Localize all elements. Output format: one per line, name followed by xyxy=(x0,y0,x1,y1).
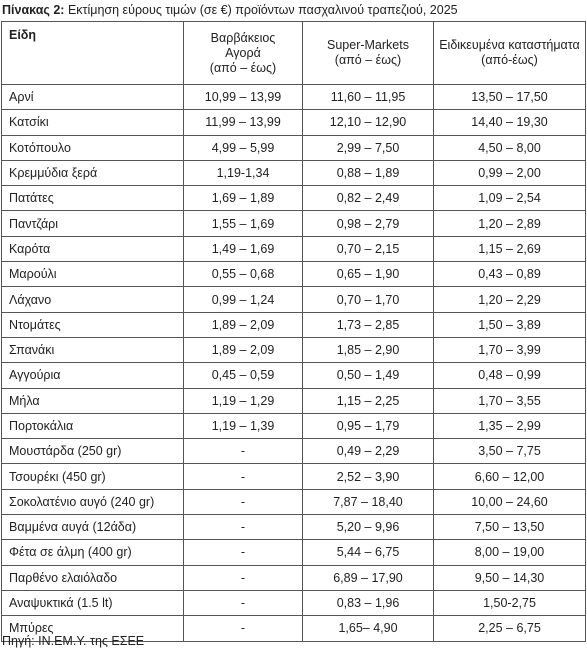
table-row xyxy=(2,85,586,110)
varvakeios-price-cell: 1,49 – 1,69 xyxy=(184,236,303,261)
supermarket-price-cell: 0,65 – 1,90 xyxy=(303,262,434,287)
table-row xyxy=(2,236,586,261)
varvakeios-price-cell: - xyxy=(184,540,303,565)
product-cell: Κατσίκι xyxy=(2,110,184,135)
varvakeios-price-cell: - xyxy=(184,565,303,590)
product-cell: Μουστάρδα (250 gr) xyxy=(2,439,184,464)
product-cell: Παρθένο ελαιόλαδο xyxy=(2,565,184,590)
product-cell: Πατάτες xyxy=(2,186,184,211)
header-super-line1: Super-Markets xyxy=(327,38,409,52)
table-row xyxy=(2,186,586,211)
product-cell: Κρεμμύδια ξερά xyxy=(2,160,184,185)
supermarket-price-cell: 0,88 – 1,89 xyxy=(303,160,434,185)
product-cell: Σπανάκι xyxy=(2,337,184,362)
product-cell: Μαρούλι xyxy=(2,262,184,287)
varvakeios-price-cell: 1,19 – 1,29 xyxy=(184,388,303,413)
specialty-price-cell: 3,50 – 7,75 xyxy=(434,439,586,464)
specialty-price-cell: 1,70 – 3,55 xyxy=(434,388,586,413)
table-body xyxy=(2,85,586,642)
supermarket-price-cell: 0,82 – 2,49 xyxy=(303,186,434,211)
specialty-price-cell: 0,43 – 0,89 xyxy=(434,262,586,287)
table-row xyxy=(2,413,586,438)
header-varvakeios-market xyxy=(184,22,303,85)
product-cell: Σοκολατένιο αυγό (240 gr) xyxy=(2,489,184,514)
specialty-price-cell: 9,50 – 14,30 xyxy=(434,565,586,590)
table-row xyxy=(2,565,586,590)
header-special-line1: Ειδικευμένα καταστήματα xyxy=(439,38,580,52)
table-row xyxy=(2,135,586,160)
specialty-price-cell: 10,00 – 24,60 xyxy=(434,489,586,514)
supermarket-price-cell: 5,44 – 6,75 xyxy=(303,540,434,565)
supermarket-price-cell: 1,15 – 2,25 xyxy=(303,388,434,413)
varvakeios-price-cell: 1,55 – 1,69 xyxy=(184,211,303,236)
supermarket-price-cell: 1,73 – 2,85 xyxy=(303,312,434,337)
product-cell: Βαμμένα αυγά (12άδα) xyxy=(2,515,184,540)
table-caption xyxy=(2,2,458,18)
supermarket-price-cell: 7,87 – 18,40 xyxy=(303,489,434,514)
product-cell: Μπύρες xyxy=(2,616,184,641)
specialty-price-cell: 13,50 – 17,50 xyxy=(434,85,586,110)
table-row xyxy=(2,464,586,489)
caption-label: Πίνακας 2: xyxy=(2,3,65,17)
specialty-price-cell: 0,99 – 2,00 xyxy=(434,160,586,185)
table-row xyxy=(2,262,586,287)
varvakeios-price-cell: - xyxy=(184,616,303,641)
specialty-price-cell: 1,15 – 2,69 xyxy=(434,236,586,261)
specialty-price-cell: 4,50 – 8,00 xyxy=(434,135,586,160)
supermarket-price-cell: 0,95 – 1,79 xyxy=(303,413,434,438)
product-cell: Αναψυκτικά (1.5 lt) xyxy=(2,590,184,615)
supermarket-price-cell: 1,85 – 2,90 xyxy=(303,337,434,362)
specialty-price-cell: 1,70 – 3,99 xyxy=(434,337,586,362)
varvakeios-price-cell: - xyxy=(184,464,303,489)
supermarket-price-cell: 11,60 – 11,95 xyxy=(303,85,434,110)
varvakeios-price-cell: 1,89 – 2,09 xyxy=(184,312,303,337)
header-special-line2: (από-έως) xyxy=(481,53,538,67)
specialty-price-cell: 6,60 – 12,00 xyxy=(434,464,586,489)
header-market-line1: Βαρβάκειος xyxy=(210,30,276,45)
product-cell: Ντομάτες xyxy=(2,312,184,337)
table-row xyxy=(2,489,586,514)
header-product: Είδη xyxy=(2,22,184,85)
table-row xyxy=(2,540,586,565)
supermarket-price-cell: 2,52 – 3,90 xyxy=(303,464,434,489)
table-row xyxy=(2,439,586,464)
table-row xyxy=(2,363,586,388)
supermarket-price-cell: 6,89 – 17,90 xyxy=(303,565,434,590)
specialty-price-cell: 1,20 – 2,29 xyxy=(434,287,586,312)
specialty-price-cell: 14,40 – 19,30 xyxy=(434,110,586,135)
specialty-price-cell: 8,00 – 19,00 xyxy=(434,540,586,565)
supermarket-price-cell: 0,49 – 2,29 xyxy=(303,439,434,464)
varvakeios-price-cell: - xyxy=(184,515,303,540)
varvakeios-price-cell: - xyxy=(184,439,303,464)
product-cell: Τσουρέκι (450 gr) xyxy=(2,464,184,489)
table-row xyxy=(2,110,586,135)
specialty-price-cell: 1,35 – 2,99 xyxy=(434,413,586,438)
varvakeios-price-cell: 4,99 – 5,99 xyxy=(184,135,303,160)
table-row xyxy=(2,160,586,185)
product-cell: Αρνί xyxy=(2,85,184,110)
header-market-line3: (από – έως) xyxy=(209,60,277,75)
header-market-line2: Αγορά xyxy=(225,45,261,60)
product-cell: Αγγούρια xyxy=(2,363,184,388)
varvakeios-price-cell: 0,55 – 0,68 xyxy=(184,262,303,287)
table-header xyxy=(2,22,586,85)
specialty-price-cell: 1,09 – 2,54 xyxy=(434,186,586,211)
header-super-markets xyxy=(303,22,434,85)
header-row xyxy=(2,22,586,85)
varvakeios-price-cell: 0,99 – 1,24 xyxy=(184,287,303,312)
table-row xyxy=(2,287,586,312)
specialty-price-cell: 1,20 – 2,89 xyxy=(434,211,586,236)
supermarket-price-cell: 1,65– 4,90 xyxy=(303,616,434,641)
supermarket-price-cell: 5,20 – 9,96 xyxy=(303,515,434,540)
supermarket-price-cell: 2,99 – 7,50 xyxy=(303,135,434,160)
varvakeios-price-cell: 1,19 – 1,39 xyxy=(184,413,303,438)
product-cell: Λάχανο xyxy=(2,287,184,312)
supermarket-price-cell: 12,10 – 12,90 xyxy=(303,110,434,135)
varvakeios-price-cell: 10,99 – 13,99 xyxy=(184,85,303,110)
price-table xyxy=(1,21,586,642)
specialty-price-cell: 2,25 – 6,75 xyxy=(434,616,586,641)
source-note: Πηγή: ΙΝ.ΕΜ.Υ. της ΕΣΕΕ xyxy=(2,634,145,648)
table-row xyxy=(2,515,586,540)
varvakeios-price-cell: - xyxy=(184,489,303,514)
header-specialty-stores xyxy=(434,22,586,85)
table-row xyxy=(2,388,586,413)
varvakeios-price-cell: 1,69 – 1,89 xyxy=(184,186,303,211)
product-cell: Παντζάρι xyxy=(2,211,184,236)
supermarket-price-cell: 0,83 – 1,96 xyxy=(303,590,434,615)
header-super-line2: (από – έως) xyxy=(334,53,402,67)
table-row xyxy=(2,337,586,362)
table-row xyxy=(2,211,586,236)
supermarket-price-cell: 0,70 – 2,15 xyxy=(303,236,434,261)
table-row xyxy=(2,312,586,337)
varvakeios-price-cell: 11,99 – 13,99 xyxy=(184,110,303,135)
varvakeios-price-cell: 0,45 – 0,59 xyxy=(184,363,303,388)
supermarket-price-cell: 0,70 – 1,70 xyxy=(303,287,434,312)
product-cell: Πορτοκάλια xyxy=(2,413,184,438)
specialty-price-cell: 0,48 – 0,99 xyxy=(434,363,586,388)
table-row xyxy=(2,590,586,615)
product-cell: Κοτόπουλο xyxy=(2,135,184,160)
varvakeios-price-cell: 1,19-1,34 xyxy=(184,160,303,185)
varvakeios-price-cell: 1,89 – 2,09 xyxy=(184,337,303,362)
specialty-price-cell: 1,50-2,75 xyxy=(434,590,586,615)
caption-text: Εκτίμηση εύρους τιμών (σε €) προϊόντων πασχαλινού τραπεζιού, 2025 xyxy=(64,3,458,17)
product-cell: Μήλα xyxy=(2,388,184,413)
specialty-price-cell: 1,50 – 3,89 xyxy=(434,312,586,337)
product-cell: Καρότα xyxy=(2,236,184,261)
supermarket-price-cell: 0,50 – 1,49 xyxy=(303,363,434,388)
varvakeios-price-cell: - xyxy=(184,590,303,615)
specialty-price-cell: 7,50 – 13,50 xyxy=(434,515,586,540)
supermarket-price-cell: 0,98 – 2,79 xyxy=(303,211,434,236)
product-cell: Φέτα σε άλμη (400 gr) xyxy=(2,540,184,565)
